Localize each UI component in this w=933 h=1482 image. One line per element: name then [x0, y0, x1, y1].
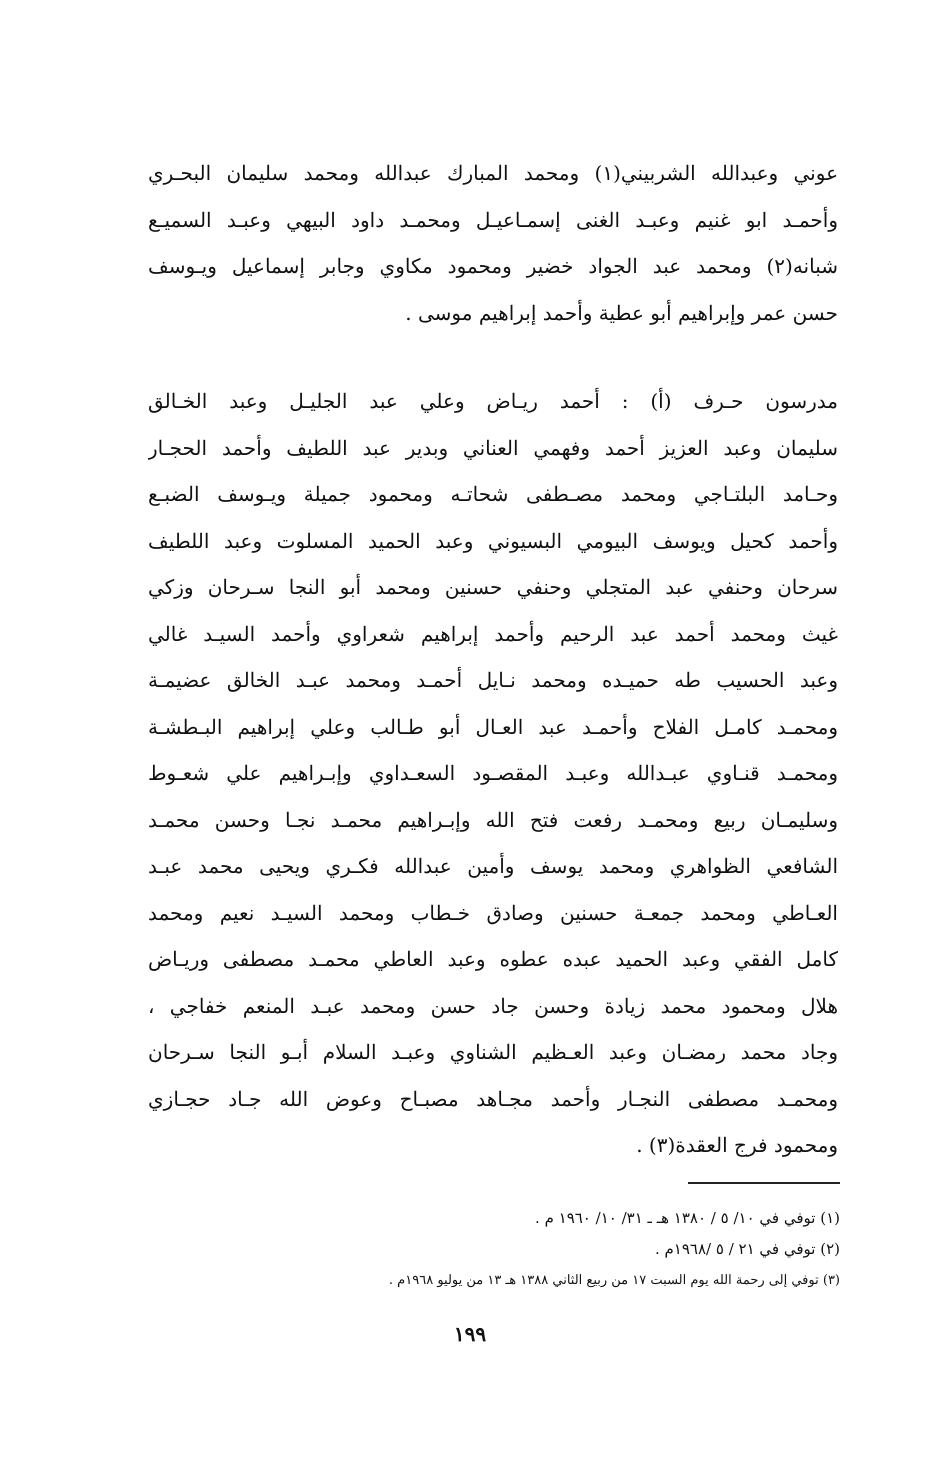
paragraph-1-line: حسن عمر وإبراهيم أبو عطية وأحمد إبراهيم موسى . — [405, 300, 838, 325]
paragraph-2-line: ومحمـد مصطفى النجـار وأحمد مجـاهد مصبـاح وعوض الله جـاد حجـازي — [148, 1086, 838, 1111]
paragraph-2-line: وجاد محمد رمضـان وعبد العـظيم الشناوي وعبـد السلام أبـو النجا سـرحان — [148, 1040, 838, 1064]
paragraph-1-line: شبانه(٢) ومحمد عبد الجواد خضير ومحمود مكاوي وجابر إسماعيل ويـوسف — [148, 254, 838, 278]
paragraph-2-line: هلال ومحمود محمد زيادة وحسن جاد حسن ومحمد عبـد المنعم خفاجي ، — [148, 993, 838, 1018]
paragraph-2-line: وعبد الحسيب طه حميـده ومحمد نـايل أحمـد ومحمد عبـد الخالق عضيمـة — [148, 668, 838, 692]
paragraph-2-line: غيث ومحمد أحمد عبد الرحيم وأحمد إبراهيم شعراوي وأحمد السيـد غالي — [148, 621, 838, 646]
paragraph-2-line: وسليمـان ربيع ومحمـد رفعت فتح الله وإبـراهيم محمـد نجـا وحسن محمـد — [148, 807, 838, 832]
paragraph-2-line: كامل الفقي وعبد الحميد عبده عطوه وعبد العاطي محمـد مصطفى وريـاض — [148, 947, 838, 971]
paragraph-1 — [148, 150, 838, 336]
footnote-1: (١) توفي في ١٠/ ٥ / ١٣٨٠ هـ ـ ٣١/ ١٠/ ١٩٦٠ م . — [535, 1209, 840, 1227]
paragraph-2-line: وحـامد البلتـاجي ومحمد مصـطفى شحاتـه ومحمود جميلة ويـوسف الضبـع — [148, 482, 838, 506]
paragraph-1-line: عوني وعبدالله الشربيني(١) ومحمد المبارك عبدالله ومحمد سليمان البحـري — [148, 161, 838, 185]
footnotes — [380, 1203, 840, 1296]
paragraph-2-line: الشافعي الظواهري ومحمد يوسف وأمين عبدالله فكـري ويحيى محمد عبـد — [148, 854, 838, 878]
paragraph-2 — [148, 378, 838, 1169]
footnote-3: (٣) توفي إلى رحمة الله يوم السبت ١٧ من ربيع الثاني ١٣٨٨ هـ ١٣ من يوليو ١٩٦٨م . — [388, 1273, 840, 1288]
page-number: ١٩٩ — [453, 1322, 487, 1346]
footnote-2: (٢) توفي في ٢١ / ٥ /١٩٦٨م . — [654, 1240, 840, 1258]
paragraph-2-line: العـاطي ومحمد جمعـة حسنين وصادق خـطاب ومحمد السيـد نعيم ومحمد — [148, 900, 838, 925]
paragraph-1-line: وأحمـد ابو غنيم وعبـد الغنى إسمـاعيـل ومحمـد داود البيهي وعبـد السميـع — [148, 207, 838, 232]
footnote-separator — [688, 1182, 840, 1184]
paragraph-2-line: وأحمد كحيل ويوسف البيومي البسيوني وعبد الحميد المسلوت وعبد اللطيف — [148, 528, 838, 553]
paragraph-2-line: سليمان وعبد العزيز أحمد وفهمي العناني وبدير عبد اللطيف وأحمد الحجـار — [148, 435, 838, 460]
paragraph-2-line: ومحمـد قنـاوي عبـدالله وعبـد المقصـود السعـداوي وإبـراهيم علي شعـوط — [148, 761, 838, 785]
paragraph-2-line: ومحمود فرج العقدة(٣) . — [636, 1133, 838, 1157]
paragraph-2-line: ومحمـد كامـل الفلاح وأحمـد عبد العـال أبو طـالب وعلي إبراهيم البـطشـة — [148, 714, 838, 739]
paragraph-2-line: مدرسون حـرف (أ) : أحمد ريـاض وعلي عبد الجليـل وعبد الخـالق — [148, 389, 838, 413]
paragraph-2-line: سرحان وحنفي عبد المتجلي وحنفي حسنين ومحمد أبو النجا سـرحان وزكي — [148, 575, 838, 599]
